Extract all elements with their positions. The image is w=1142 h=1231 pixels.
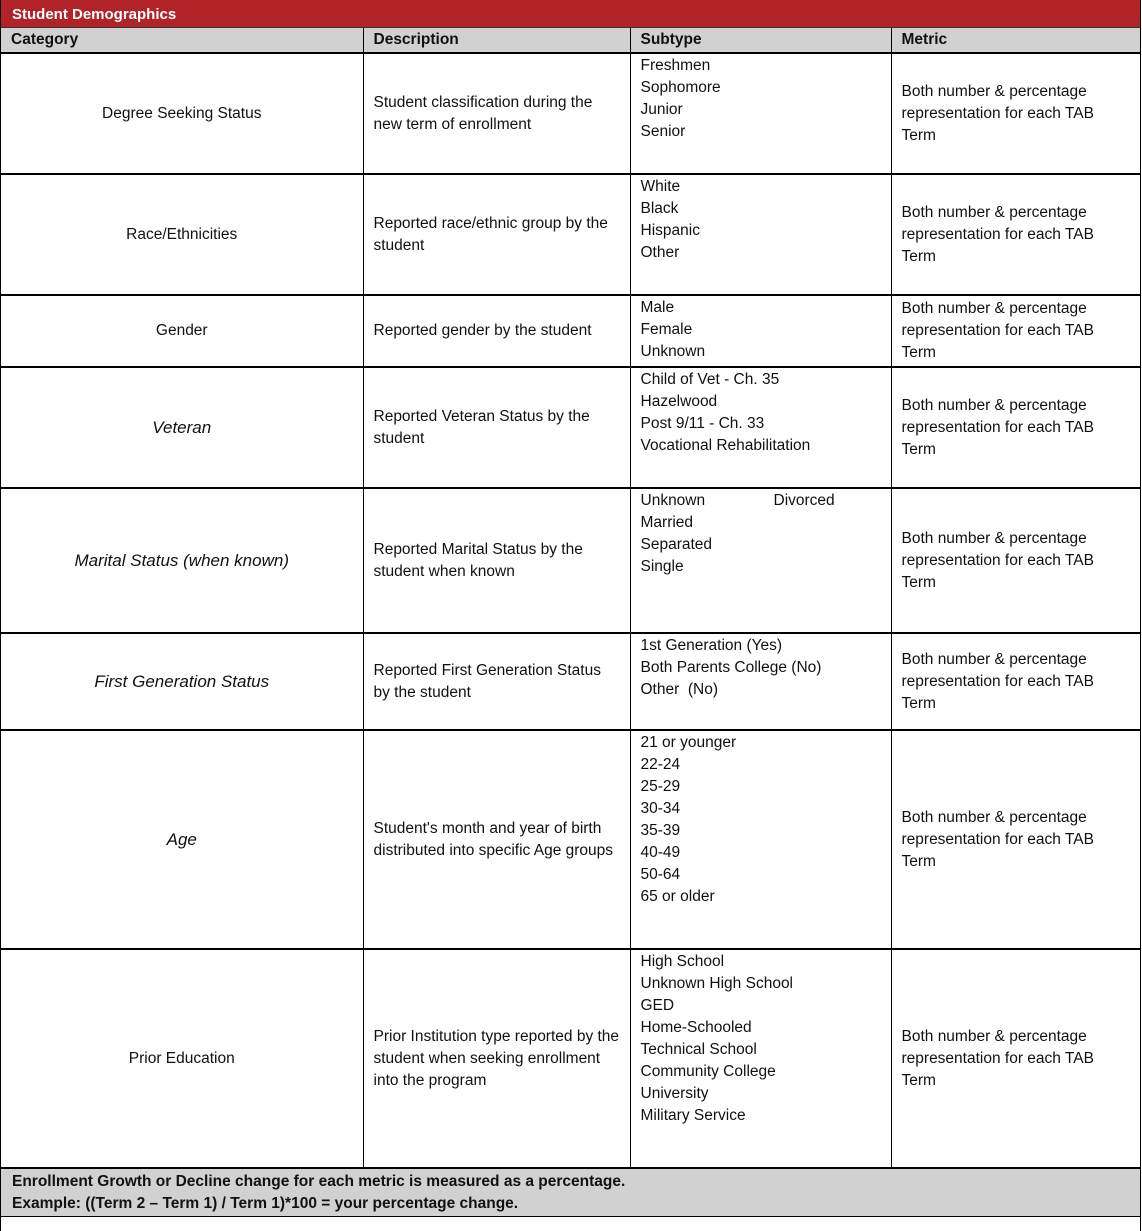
subtype-cell bbox=[630, 730, 891, 949]
subtype-item: 65 or older bbox=[640, 888, 715, 905]
subtype-item: Married bbox=[640, 514, 694, 531]
subtype-item: Both Parents College (No) bbox=[640, 659, 822, 676]
footer-line-2: Example: ((Term 2 – Term 1) / Term 1)*100 = your percentage change. bbox=[12, 1195, 519, 1212]
description-cell: Reported race/ethnic group by the student bbox=[363, 174, 630, 295]
subtype-item: Senior bbox=[640, 123, 686, 140]
table-title: Student Demographics bbox=[1, 0, 1140, 28]
subtype-item: Unknown bbox=[640, 492, 706, 509]
subtype-item: Technical School bbox=[640, 1041, 757, 1058]
table-row bbox=[1, 174, 1140, 295]
subtype-item: GED bbox=[640, 997, 675, 1014]
category-cell: Gender bbox=[1, 295, 363, 367]
table-row bbox=[1, 730, 1140, 949]
subtype-item: Unknown High School bbox=[640, 975, 794, 992]
subtype-cell bbox=[630, 295, 891, 367]
subtype-item: University bbox=[640, 1085, 709, 1102]
subtype-item: Male bbox=[640, 299, 675, 316]
category-cell: First Generation Status bbox=[1, 633, 363, 730]
subtype-cell bbox=[630, 633, 891, 730]
column-header-subtype: Subtype bbox=[630, 28, 891, 53]
metric-cell: Both number & percentage representation for each TAB Term bbox=[891, 488, 1140, 633]
subtype-item: Post 9/11 - Ch. 33 bbox=[640, 415, 765, 432]
subtype-item: Other bbox=[640, 244, 680, 261]
subtype-cell bbox=[630, 367, 891, 488]
category-cell: Prior Education bbox=[1, 949, 363, 1168]
subtype-item: Black bbox=[640, 200, 679, 217]
table-row bbox=[1, 488, 1140, 633]
description-cell: Prior Institution type reported by the student when seeking enrollment into the program bbox=[363, 949, 630, 1168]
subtype-item: Hispanic bbox=[640, 222, 700, 239]
subtype-item: High School bbox=[640, 953, 725, 970]
category-cell: Age bbox=[1, 730, 363, 949]
subtype-item: White bbox=[640, 178, 681, 195]
description-cell: Reported Marital Status by the student when known bbox=[363, 488, 630, 633]
subtype-cell bbox=[630, 488, 891, 633]
subtype-item: Single bbox=[640, 558, 684, 575]
subtype-item: Junior bbox=[640, 101, 683, 118]
table-row bbox=[1, 949, 1140, 1168]
metric-cell: Both number & percentage representation for each TAB Term bbox=[891, 730, 1140, 949]
subtype-item: Separated bbox=[640, 536, 713, 553]
subtype-item: 22-24 bbox=[640, 756, 681, 773]
metric-cell: Both number & percentage representation for each TAB Term bbox=[891, 53, 1140, 174]
subtype-cell bbox=[630, 53, 891, 174]
subtype-item: 1st Generation (Yes) bbox=[640, 637, 783, 654]
subtype-item: Child of Vet - Ch. 35 bbox=[640, 371, 780, 388]
subtype-cell bbox=[630, 949, 891, 1168]
table-row bbox=[1, 53, 1140, 174]
subtype-item: Hazelwood bbox=[640, 393, 718, 410]
column-header-metric: Metric bbox=[891, 28, 1140, 53]
subtype-line-pair bbox=[641, 490, 881, 512]
footer-note bbox=[1, 1169, 1140, 1217]
metric-cell: Both number & percentage representation for each TAB Term bbox=[891, 949, 1140, 1168]
subtype-item: Freshmen bbox=[640, 57, 711, 74]
description-cell: Reported Veteran Status by the student bbox=[363, 367, 630, 488]
category-cell: Veteran bbox=[1, 367, 363, 488]
subtype-cell bbox=[630, 174, 891, 295]
subtype-item: Divorced bbox=[773, 492, 835, 509]
category-cell: Degree Seeking Status bbox=[1, 53, 363, 174]
column-header-description: Description bbox=[363, 28, 630, 53]
subtype-item: 50-64 bbox=[640, 866, 681, 883]
subtype-item: 40-49 bbox=[640, 844, 681, 861]
metric-cell: Both number & percentage representation for each TAB Term bbox=[891, 174, 1140, 295]
subtype-item: Female bbox=[640, 321, 693, 338]
demographics-table bbox=[1, 28, 1140, 1169]
table-row bbox=[1, 367, 1140, 488]
table-row bbox=[1, 295, 1140, 367]
subtype-item: Community College bbox=[640, 1063, 776, 1080]
subtype-item: Unknown bbox=[640, 343, 706, 360]
description-cell: Reported First Generation Status by the student bbox=[363, 633, 630, 730]
metric-cell: Both number & percentage representation for each TAB Term bbox=[891, 367, 1140, 488]
subtype-item: Sophomore bbox=[640, 79, 721, 96]
table-row bbox=[1, 633, 1140, 730]
category-cell: Marital Status (when known) bbox=[1, 488, 363, 633]
subtype-item: 21 or younger bbox=[640, 734, 737, 751]
subtype-item: 35-39 bbox=[640, 822, 681, 839]
footer-line-1: Enrollment Growth or Decline change for each metric is measured as a percentage. bbox=[12, 1173, 626, 1190]
column-header-row bbox=[1, 28, 1140, 53]
subtype-item: Military Service bbox=[640, 1107, 746, 1124]
description-cell: Student classification during the new term of enrollment bbox=[363, 53, 630, 174]
column-header-category: Category bbox=[1, 28, 363, 53]
description-cell: Student's month and year of birth distributed into specific Age groups bbox=[363, 730, 630, 949]
subtype-item: 30-34 bbox=[640, 800, 681, 817]
category-cell: Race/Ethnicities bbox=[1, 174, 363, 295]
metric-cell: Both number & percentage representation for each TAB Term bbox=[891, 295, 1140, 367]
subtype-item: Home-Schooled bbox=[640, 1019, 752, 1036]
subtype-item: Vocational Rehabilitation bbox=[640, 437, 811, 454]
subtype-item: 25-29 bbox=[640, 778, 681, 795]
metric-cell: Both number & percentage representation for each TAB Term bbox=[891, 633, 1140, 730]
description-cell: Reported gender by the student bbox=[363, 295, 630, 367]
subtype-item: Other (No) bbox=[640, 681, 719, 698]
